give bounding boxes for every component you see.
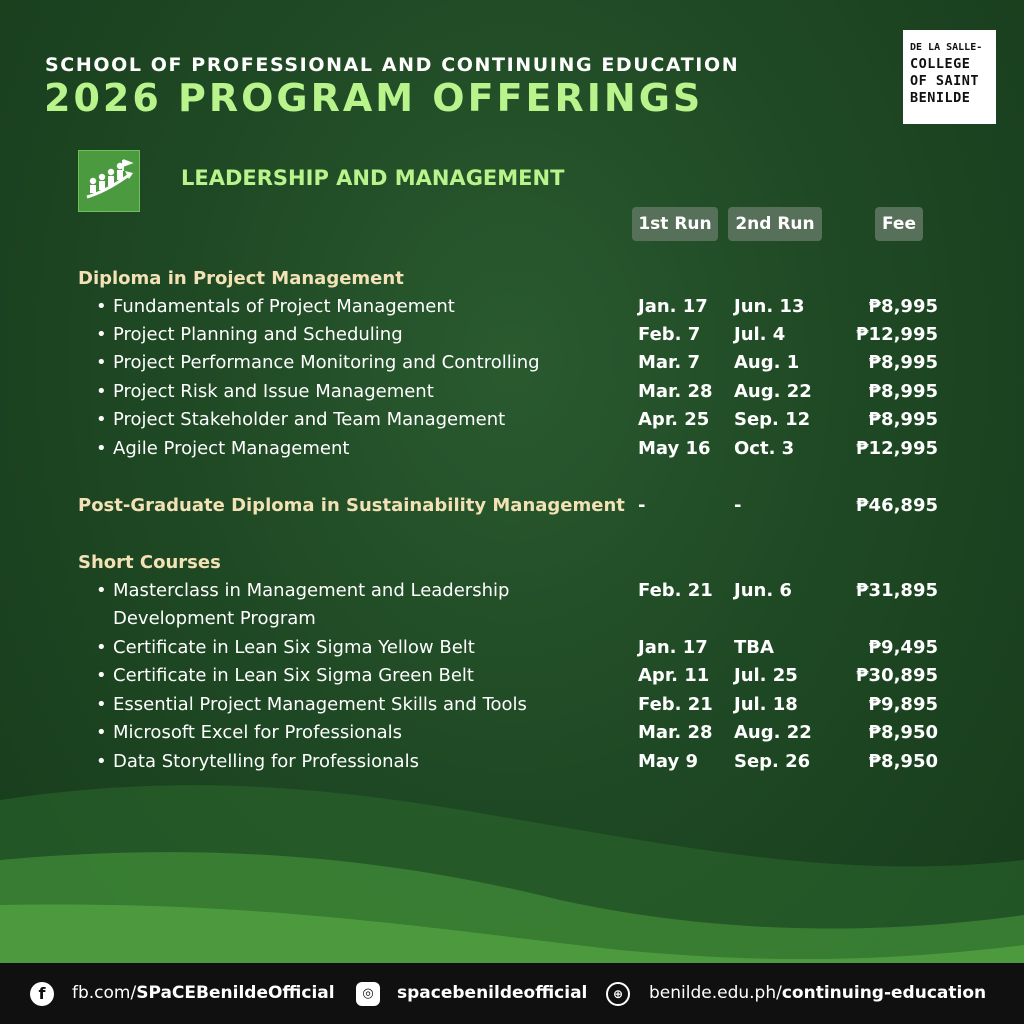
second-run-date: Aug. 1 <box>734 352 800 373</box>
footer-bar <box>0 963 1024 1024</box>
second-run-date: Jul. 4 <box>734 324 786 345</box>
course-name: Essential Project Management Skills and Tools <box>113 694 527 715</box>
second-run-date: Jun. 6 <box>734 580 792 601</box>
instagram-link[interactable]: spacebenildeofficial <box>397 983 588 1003</box>
course-name: Data Storytelling for Professionals <box>113 751 419 772</box>
column-header-first-run: 1st Run <box>632 207 718 241</box>
table-row <box>0 409 1024 437</box>
second-run-date: Aug. 22 <box>734 381 812 402</box>
bullet: • <box>96 324 107 345</box>
logo-line-3: OF SAINT <box>910 73 980 89</box>
course-name: Certificate in Lean Six Sigma Green Belt <box>113 665 474 686</box>
second-run-date: Sep. 12 <box>734 409 811 430</box>
page-title: 2026 PROGRAM OFFERINGS <box>44 76 704 120</box>
first-run-date: May 9 <box>638 751 699 772</box>
table-row <box>0 751 1024 779</box>
first-run-date: Feb. 21 <box>638 694 713 715</box>
first-run-date: Mar. 28 <box>638 722 713 743</box>
second-run-date: Oct. 3 <box>734 438 795 459</box>
column-header-second-run: 2nd Run <box>728 207 822 241</box>
course-fee: ₱8,995 <box>868 352 938 373</box>
first-run-date: Mar. 28 <box>638 381 713 402</box>
table-row <box>0 495 1024 523</box>
course-fee: ₱12,995 <box>856 324 938 345</box>
bullet: • <box>96 438 107 459</box>
logo-line-4: BENILDE <box>910 90 971 106</box>
course-name: Agile Project Management <box>113 438 350 459</box>
second-run-date: - <box>734 495 742 516</box>
course-name: Project Planning and Scheduling <box>113 324 403 345</box>
facebook-link[interactable]: fb.com/SPaCEBenildeOfficial <box>72 983 335 1003</box>
table-row <box>0 296 1024 324</box>
second-run-date: TBA <box>734 637 774 658</box>
table-row <box>0 352 1024 380</box>
course-fee: ₱8,950 <box>868 722 938 743</box>
bullet: • <box>96 352 107 373</box>
table-row <box>0 438 1024 466</box>
table-row <box>0 580 1024 636</box>
table-row <box>0 722 1024 750</box>
group-title-sustainability-management: Post-Graduate Diploma in Sustainability Management <box>78 495 625 516</box>
table-row <box>0 694 1024 722</box>
logo-line-2: COLLEGE <box>910 56 971 72</box>
course-fee: ₱8,995 <box>868 409 938 430</box>
first-run-date: Jan. 17 <box>638 296 708 317</box>
course-fee: ₱31,895 <box>856 580 938 601</box>
table-row <box>0 637 1024 665</box>
course-name: Project Risk and Issue Management <box>113 381 434 402</box>
course-fee: ₱8,995 <box>868 296 938 317</box>
first-run-date: - <box>638 495 646 516</box>
course-fee: ₱8,950 <box>868 751 938 772</box>
facebook-icon[interactable]: f <box>30 982 54 1006</box>
course-fee: ₱46,895 <box>856 495 938 516</box>
instagram-icon[interactable]: ◎ <box>356 982 380 1006</box>
bullet: • <box>96 381 107 402</box>
first-run-date: May 16 <box>638 438 711 459</box>
first-run-date: Jan. 17 <box>638 637 708 658</box>
group-title-diploma-project-management: Diploma in Project Management <box>78 268 404 289</box>
section-title: LEADERSHIP AND MANAGEMENT <box>181 166 565 190</box>
logo-line-1: DE LA SALLE- <box>910 42 983 53</box>
table-row <box>0 324 1024 352</box>
first-run-date: Mar. 7 <box>638 352 700 373</box>
table-row <box>0 381 1024 409</box>
bullet: • <box>96 722 107 743</box>
course-fee: ₱9,895 <box>868 694 938 715</box>
bullet: • <box>96 751 107 772</box>
course-fee: ₱30,895 <box>856 665 938 686</box>
bullet: • <box>96 694 107 715</box>
leadership-climb-icon <box>78 150 140 212</box>
bullet: • <box>96 665 107 686</box>
first-run-date: Feb. 7 <box>638 324 701 345</box>
group-title-short-courses: Short Courses <box>78 552 221 573</box>
course-name: Fundamentals of Project Management <box>113 296 455 317</box>
course-name: Masterclass in Management and Leadership <box>113 580 510 601</box>
globe-icon[interactable]: ⊕ <box>606 982 630 1006</box>
bullet: • <box>96 637 107 658</box>
first-run-date: Feb. 21 <box>638 580 713 601</box>
college-logo <box>903 30 996 124</box>
column-header-fee: Fee <box>875 207 923 241</box>
bullet: • <box>96 296 107 317</box>
first-run-date: Apr. 11 <box>638 665 710 686</box>
second-run-date: Sep. 26 <box>734 751 811 772</box>
bullet: • <box>96 409 107 430</box>
course-name: Certificate in Lean Six Sigma Yellow Belt <box>113 637 475 658</box>
bullet: • <box>96 580 107 601</box>
course-fee: ₱9,495 <box>868 637 938 658</box>
first-run-date: Apr. 25 <box>638 409 710 430</box>
second-run-date: Aug. 22 <box>734 722 812 743</box>
table-row <box>0 665 1024 693</box>
second-run-date: Jun. 13 <box>734 296 805 317</box>
course-name-line-2: Development Program <box>113 608 316 629</box>
course-name: Project Stakeholder and Team Management <box>113 409 506 430</box>
course-name: Microsoft Excel for Professionals <box>113 722 403 743</box>
course-fee: ₱12,995 <box>856 438 938 459</box>
second-run-date: Jul. 25 <box>734 665 798 686</box>
course-name: Project Performance Monitoring and Controlling <box>113 352 540 373</box>
school-subtitle: SCHOOL OF PROFESSIONAL AND CONTINUING EDUCATION <box>45 54 740 76</box>
website-link[interactable]: benilde.edu.ph/continuing-education <box>649 983 987 1003</box>
second-run-date: Jul. 18 <box>734 694 798 715</box>
course-fee: ₱8,995 <box>868 381 938 402</box>
